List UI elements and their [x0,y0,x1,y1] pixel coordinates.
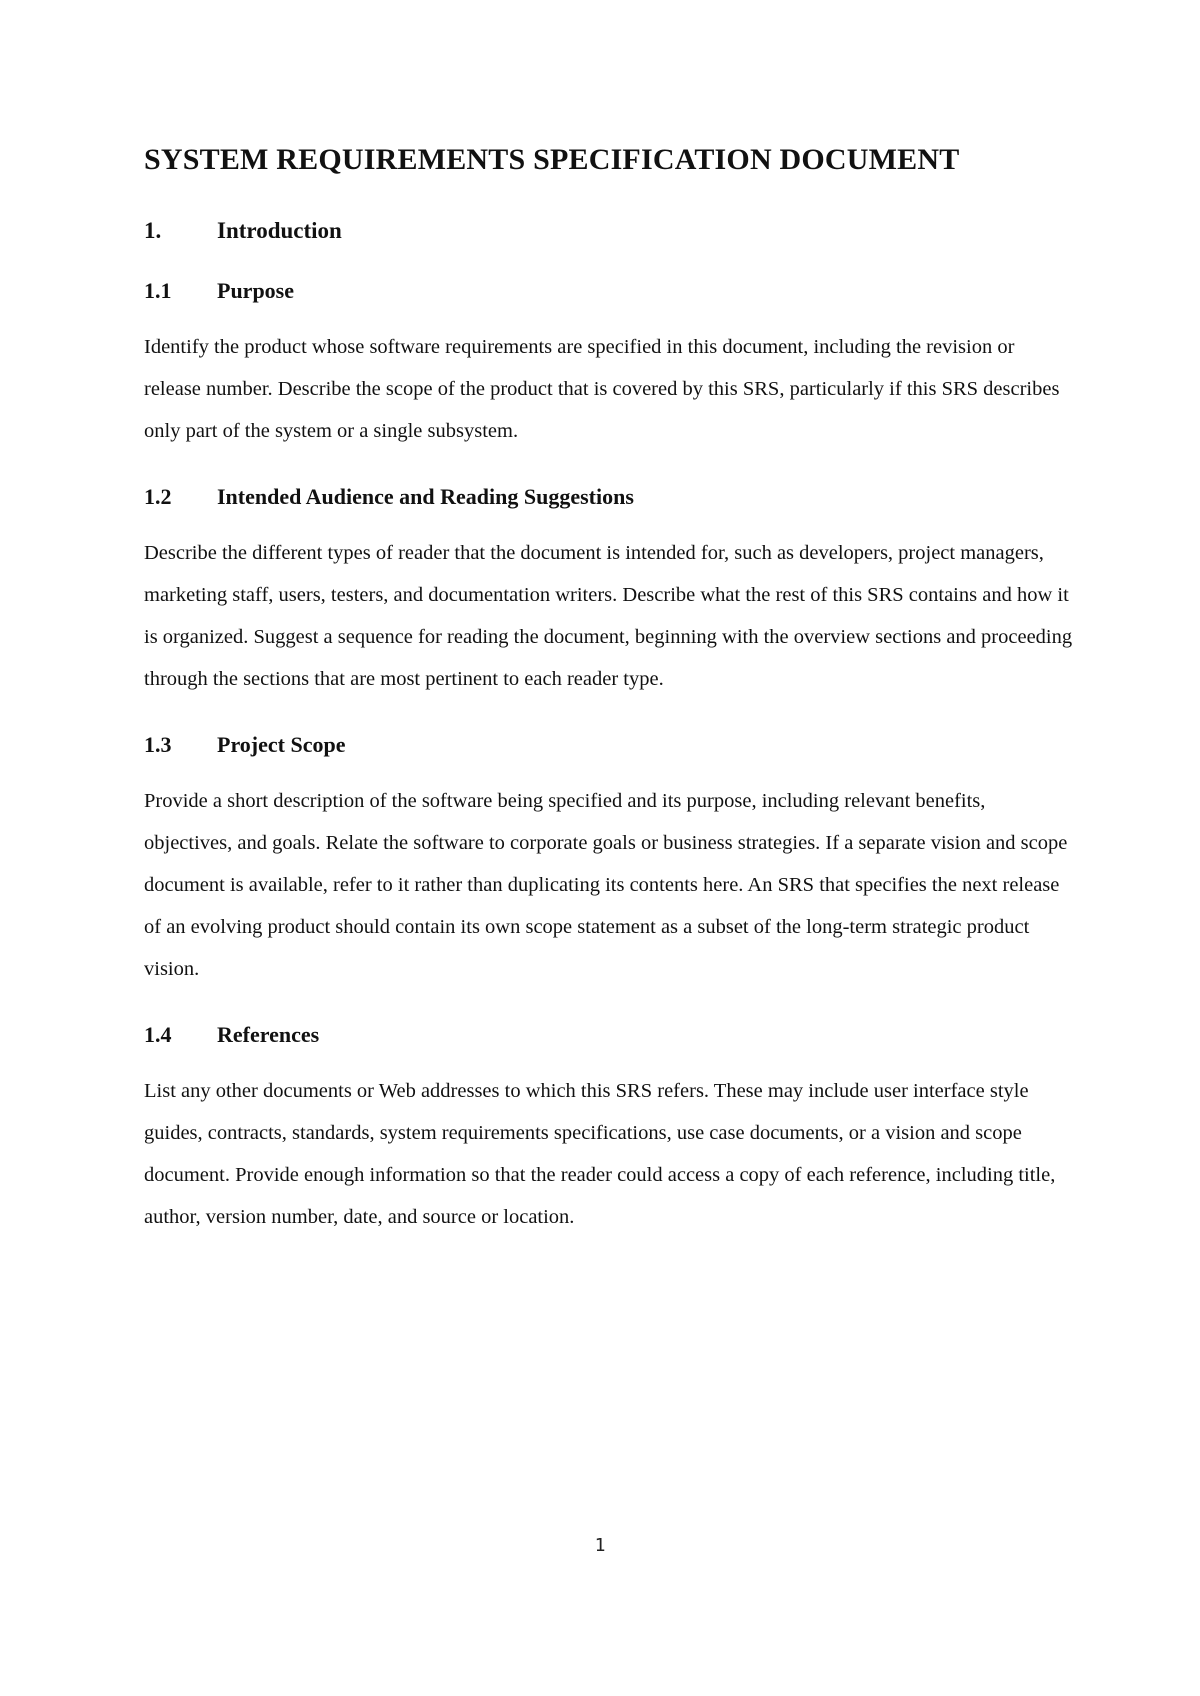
subsection-heading-intended-audience [144,480,1074,514]
page-number: 1 [594,1535,606,1556]
subsection-heading-project-scope [144,728,1074,762]
paragraph-intended-audience: Describe the different types of reader that the document is intended for, such as developers, project managers, marketing staff, users, testers, and documentation writers. Describe what the rest of this SRS contains and how it is organized. Suggest a sequence for reading the document, beginning with the overview sections and proceeding through the sections that are most pertinent to each reader type. [144,542,1073,690]
paragraph-references: List any other documents or Web addresses to which this SRS refers. These may include user interface style guides, contracts, standards, system requirements specifications, use case documents, or a vision and scope document. Provide enough information so that the reader could access a copy of each reference, including title, author, version number, date, and source or location. [144,1080,1056,1228]
subsection-title: Purpose [217,278,294,303]
section-number: 1. [144,218,162,243]
paragraph-project-scope: Provide a short description of the software being specified and its purpose, including relevant benefits, objectives, and goals. Relate the software to corporate goals or business strategies. If a separate vision and scope document is available, refer to it rather than duplicating its contents here. An SRS that specifies the next release of an evolving product should contain its own scope statement as a subset of the long-term strategic product vision. [144,790,1068,980]
section-title: Introduction [217,218,342,243]
section-heading-introduction [144,214,1074,248]
subsection-title: Project Scope [217,732,346,757]
document-title: SYSTEM REQUIREMENTS SPECIFICATION DOCUMENT [144,143,960,176]
subsection-number: 1.3 [144,732,172,757]
document-content [144,140,1074,1266]
subsection-heading-purpose [144,274,1074,308]
subsection-number: 1.1 [144,278,172,303]
paragraph-purpose: Identify the product whose software requirements are specified in this document, including the revision or release number. Describe the scope of the product that is covered by this SRS, particularly if this SRS describes only part of the system or a single subsystem. [144,336,1060,442]
subsection-heading-references [144,1018,1074,1052]
subsection-title: References [217,1022,320,1047]
subsection-number: 1.2 [144,484,172,509]
subsection-title: Intended Audience and Reading Suggestions [217,484,634,509]
subsection-number: 1.4 [144,1022,172,1047]
